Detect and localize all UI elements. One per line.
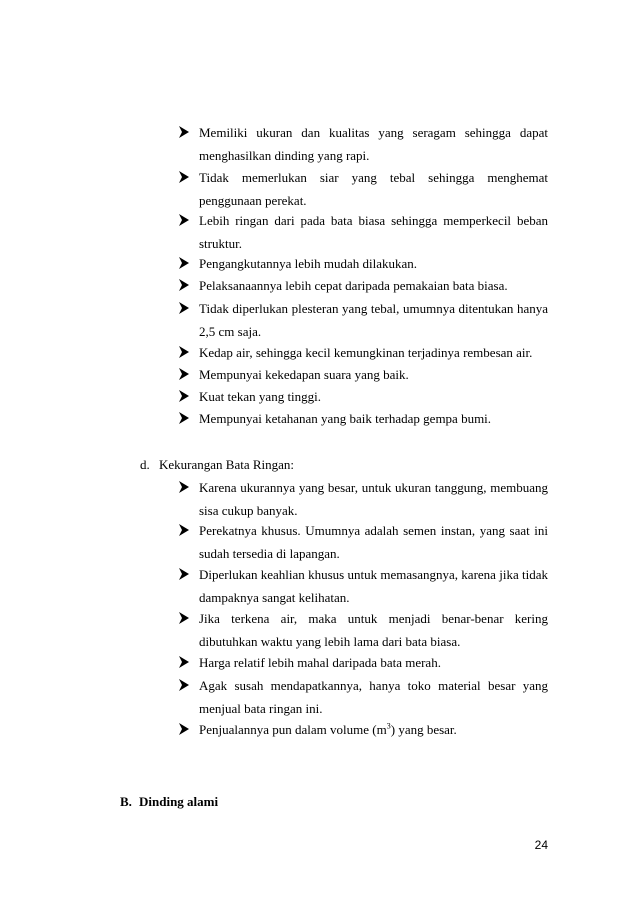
section-d-label: d.	[140, 457, 150, 472]
arrow-bullet-icon	[178, 524, 190, 536]
section-d-heading	[140, 453, 294, 476]
arrow-bullet-icon	[178, 679, 190, 691]
list-item	[178, 209, 548, 255]
list-item-line1: Harga relatif lebih mahal daripada bata merah.	[199, 655, 441, 670]
list-item-line1: Pelaksanaannya lebih cepat daripada pemakaian bata biasa.	[199, 278, 508, 293]
list-item	[178, 363, 548, 386]
list-item-line1: Tidak memerlukan siar yang tebal sehingga menghemat	[199, 170, 548, 185]
list-item-line1: Mempunyai kekedapan suara yang baik.	[199, 367, 409, 382]
arrow-bullet-icon	[178, 368, 190, 380]
list-item	[178, 121, 548, 167]
arrow-bullet-icon	[178, 279, 190, 291]
list-item	[178, 274, 548, 297]
list-item-line1: Kedap air, sehingga kecil kemungkinan terjadinya rembesan air.	[199, 345, 533, 360]
list-item-line2: 2,5 cm saja.	[199, 324, 262, 339]
list-item-line1: Kuat tekan yang tinggi.	[199, 389, 322, 404]
list-item	[178, 297, 548, 343]
arrow-bullet-icon	[178, 126, 190, 138]
volume-text-before: Penjualannya pun dalam volume (m	[199, 722, 387, 737]
arrow-bullet-icon	[178, 257, 190, 269]
arrow-bullet-icon	[178, 568, 190, 580]
list-item	[178, 651, 548, 674]
arrow-bullet-icon	[178, 723, 190, 735]
list-item	[178, 519, 548, 565]
list-item-line2: penggunaan perekat.	[199, 193, 307, 208]
list-item-line2: sudah tersedia di lapangan.	[199, 546, 340, 561]
arrow-bullet-icon	[178, 612, 190, 624]
list-item-line2: sisa cukup banyak.	[199, 503, 298, 518]
cubic-superscript: 3	[386, 721, 391, 731]
list-item-line1: Diperlukan keahlian khusus untuk memasangnya, karena jika tidak	[199, 567, 548, 582]
list-item-line1: Memiliki ukuran dan kualitas yang seragam sehingga dapat	[199, 125, 548, 140]
list-item-line1: Pengangkutannya lebih mudah dilakukan.	[199, 256, 418, 271]
list-item-line2: menjual bata ringan ini.	[199, 701, 323, 716]
section-b-title: Dinding alami	[139, 794, 219, 809]
list-item	[178, 674, 548, 720]
list-item-line2: dibutuhkan waktu yang lebih lama dari bata biasa.	[199, 634, 461, 649]
page-number: 24	[534, 838, 548, 852]
arrow-bullet-icon	[178, 412, 190, 424]
list-item	[178, 385, 548, 408]
arrow-bullet-icon	[178, 302, 190, 314]
section-d-title: Kekurangan Bata Ringan:	[159, 457, 295, 472]
arrow-bullet-icon	[178, 481, 190, 493]
list-item	[178, 718, 548, 741]
volume-text-after: ) yang besar.	[390, 722, 457, 737]
list-item-line2: menghasilkan dinding yang rapi.	[199, 148, 370, 163]
list-item-line1: Mempunyai ketahanan yang baik terhadap gempa bumi.	[199, 411, 492, 426]
arrow-bullet-icon	[178, 214, 190, 226]
list-item-line1	[199, 718, 548, 741]
list-item-line1: Perekatnya khusus. Umumnya adalah semen instan, yang saat ini	[199, 523, 548, 538]
list-item	[178, 407, 548, 430]
arrow-bullet-icon	[178, 656, 190, 668]
list-item-line1: Agak susah mendapatkannya, hanya toko material besar yang	[199, 678, 548, 693]
list-item	[178, 476, 548, 522]
arrow-bullet-icon	[178, 171, 190, 183]
list-item	[178, 166, 548, 212]
list-item-line1: Karena ukurannya yang besar, untuk ukuran tanggung, membuang	[199, 480, 548, 495]
list-item-line1: Lebih ringan dari pada bata biasa sehingga memperkecil beban	[199, 213, 548, 228]
list-item-line2: dampaknya sangat kelihatan.	[199, 590, 350, 605]
list-item-line1: Jika terkena air, maka untuk menjadi benar-benar kering	[199, 611, 548, 626]
list-item	[178, 252, 548, 275]
section-b-label: B.	[120, 794, 132, 809]
section-b-heading	[120, 790, 218, 813]
list-item	[178, 607, 548, 653]
list-item	[178, 341, 548, 364]
list-item-line2: struktur.	[199, 236, 242, 251]
list-item-line1: Tidak diperlukan plesteran yang tebal, umumnya ditentukan hanya	[199, 301, 548, 316]
arrow-bullet-icon	[178, 390, 190, 402]
arrow-bullet-icon	[178, 346, 190, 358]
list-item	[178, 563, 548, 609]
